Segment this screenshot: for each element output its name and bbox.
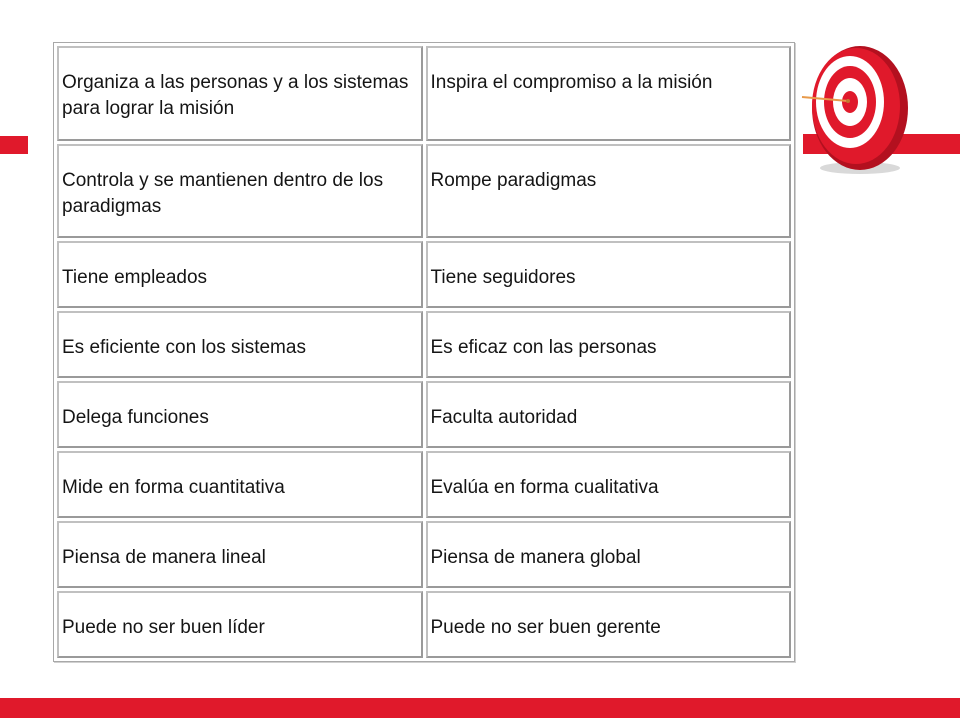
table-row <box>57 144 791 238</box>
table-cell-right: Faculta autoridad <box>426 381 792 448</box>
table-cell-left: Puede no ser buen líder <box>57 591 423 658</box>
bottom-accent-bar <box>0 698 960 718</box>
table-cell-left: Organiza a las personas y a los sistemas para lograr la misión <box>57 46 423 141</box>
table-cell-right: Inspira el compromiso a la misión <box>426 46 792 141</box>
left-accent-bar <box>0 136 28 154</box>
table-row <box>57 381 791 448</box>
table-row <box>57 46 791 141</box>
table-cell-right: Puede no ser buen gerente <box>426 591 792 658</box>
table-row <box>57 521 791 588</box>
table-cell-left: Controla y se mantienen dentro de los paradigmas <box>57 144 423 238</box>
table-cell-right: Es eficaz con las personas <box>426 311 792 378</box>
table-cell-right: Evalúa en forma cualitativa <box>426 451 792 518</box>
table-row <box>57 311 791 378</box>
table-cell-right: Piensa de manera global <box>426 521 792 588</box>
table-row <box>57 591 791 658</box>
table-cell-left: Delega funciones <box>57 381 423 448</box>
table-cell-left: Tiene empleados <box>57 241 423 308</box>
table-cell-left: Es eficiente con los sistemas <box>57 311 423 378</box>
target-with-arrow-icon <box>800 38 920 178</box>
table-cell-left: Piensa de manera lineal <box>57 521 423 588</box>
table-cell-left: Mide en forma cuantitativa <box>57 451 423 518</box>
table-cell-right: Tiene seguidores <box>426 241 792 308</box>
table-cell-right: Rompe paradigmas <box>426 144 792 238</box>
table-row <box>57 241 791 308</box>
leader-vs-manager-table <box>53 42 795 662</box>
table-row <box>57 451 791 518</box>
